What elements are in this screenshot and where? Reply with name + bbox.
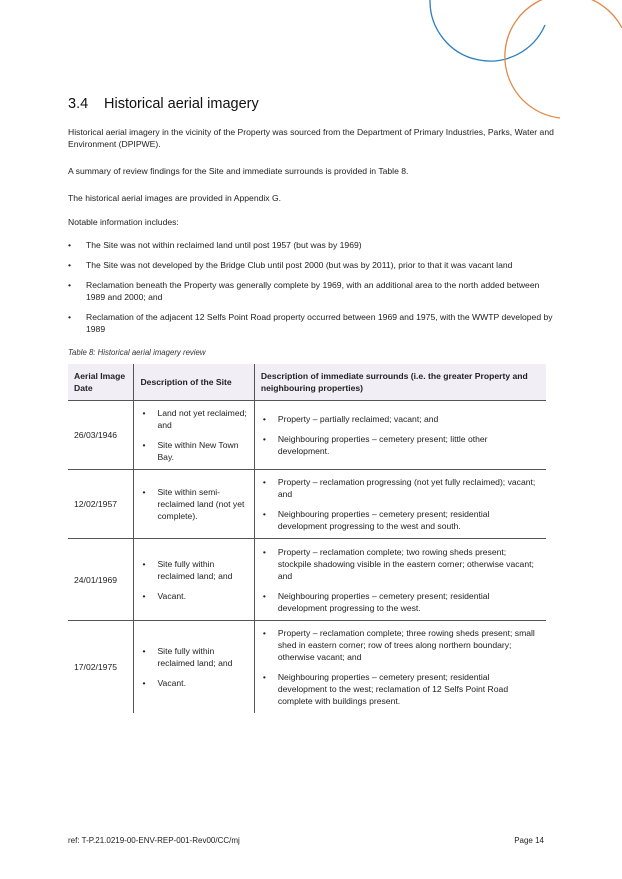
surrounds-item: • Property – partially reclaimed; vacant; and xyxy=(261,413,540,425)
notable-list xyxy=(68,239,558,343)
intro-paragraph: Historical aerial imagery in the vicinity of the Property was sourced from the Department of Primary Industries, Parks, Water and Environment (DPIPWE). xyxy=(68,127,554,149)
table-row xyxy=(68,470,546,539)
table-caption: Table 8: Historical aerial imagery review xyxy=(68,348,206,357)
cell-surrounds xyxy=(254,470,546,539)
site-item: • Site fully within reclaimed land; and xyxy=(140,645,247,669)
notable-paragraph: Notable information includes: xyxy=(68,217,179,227)
cell-date: 26/03/1946 xyxy=(68,401,134,470)
cell-surrounds xyxy=(254,401,546,470)
table-row xyxy=(68,401,546,470)
section-number: 3.4 xyxy=(68,96,89,112)
aerial-review-table xyxy=(68,364,546,713)
site-item: • Vacant. xyxy=(140,590,247,602)
table-row xyxy=(68,621,546,714)
list-item: • The Site was not within reclaimed land until post 1957 (but was by 1969) xyxy=(68,239,558,251)
header-surrounds: Description of immediate surrounds (i.e. the greater Property and neighbouring properties) xyxy=(254,364,546,401)
appendix-paragraph: The historical aerial images are provided in Appendix G. xyxy=(68,193,282,203)
surrounds-item: • Neighbouring properties – cemetery present; residential development progressing to the west and south. xyxy=(261,508,540,532)
cell-surrounds xyxy=(254,621,546,714)
cell-date: 12/02/1957 xyxy=(68,470,134,539)
site-item: • Site fully within reclaimed land; and xyxy=(140,558,247,582)
list-item: • Reclamation beneath the Property was generally complete by 1969, with an additional area to the north added between 1989 and 2000; and xyxy=(68,279,558,303)
blue-arc xyxy=(430,0,545,61)
surrounds-item: • Property – reclamation complete; three rowing sheds present; small shed in eastern corner; row of trees along northern boundary; otherwise vacant; and xyxy=(261,627,540,663)
site-item: • Site within semi-reclaimed land (not yet complete). xyxy=(140,486,247,522)
orange-arc xyxy=(505,0,622,118)
list-item: • Reclamation of the adjacent 12 Selfs Point Road property occurred between 1969 and 1975, with the WWTP developed by 1989 xyxy=(68,311,558,335)
table-row xyxy=(68,539,546,621)
table-header-row xyxy=(68,364,546,401)
cell-site xyxy=(134,470,254,539)
cell-site xyxy=(134,539,254,621)
cell-site xyxy=(134,621,254,714)
footer-reference: ref: T-P.21.0219-00-ENV-REP-001-Rev00/CC/mj xyxy=(68,836,240,845)
cell-site xyxy=(134,401,254,470)
surrounds-item: • Property – reclamation complete; two rowing sheds present; stockpile shadowing visible in the eastern corner; otherwise vacant; and xyxy=(261,546,540,582)
cell-date: 24/01/1969 xyxy=(68,539,134,621)
site-item: • Site within New Town Bay. xyxy=(140,439,247,463)
header-site: Description of the Site xyxy=(134,364,254,401)
header-date: Aerial Image Date xyxy=(68,364,134,401)
surrounds-item: • Neighbouring properties – cemetery present; residential development to the west; reclamation of 12 Selfs Point Road complete with buildings present. xyxy=(261,671,540,707)
site-item: • Vacant. xyxy=(140,677,247,689)
footer-page-number: Page 14 xyxy=(514,836,544,845)
surrounds-item: • Neighbouring properties – cemetery present; residential development progressing to the west. xyxy=(261,590,540,614)
section-title: Historical aerial imagery xyxy=(104,96,259,112)
cell-date: 17/02/1975 xyxy=(74,662,118,672)
summary-paragraph: A summary of review findings for the Site and immediate surrounds is provided in Table 8. xyxy=(68,166,409,176)
site-item: • Land not yet reclaimed; and xyxy=(140,407,247,431)
list-item: • The Site was not developed by the Bridge Club until post 2000 (but was by 2011), prior to that it was vacant land xyxy=(68,259,558,271)
surrounds-item: • Property – reclamation progressing (not yet fully reclaimed); vacant; and xyxy=(261,476,540,500)
cell-surrounds xyxy=(254,539,546,621)
surrounds-item: • Neighbouring properties – cemetery present; little other development. xyxy=(261,433,540,457)
section-heading xyxy=(68,96,259,112)
